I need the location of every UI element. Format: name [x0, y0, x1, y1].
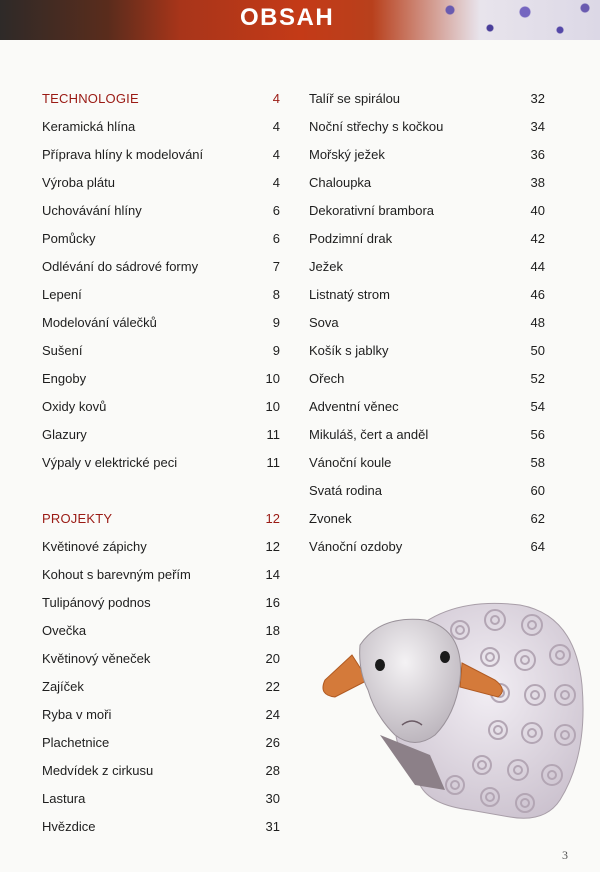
toc-entry-page: 20	[265, 650, 280, 666]
toc-entry[interactable]	[42, 168, 280, 196]
toc-entry-page: 4	[272, 146, 280, 162]
toc-entry-label: Uchovávání hlíny	[42, 202, 142, 218]
toc-entry-page: 16	[265, 594, 280, 610]
toc-entry[interactable]	[309, 336, 545, 364]
toc-entry-label: Svatá rodina	[309, 482, 382, 498]
toc-entry-page: 64	[530, 538, 545, 554]
toc-entry-label: Glazury	[42, 426, 87, 442]
toc-entry-page: 11	[266, 454, 280, 470]
toc-entry-label: Engoby	[42, 370, 87, 386]
toc-entry[interactable]	[309, 196, 545, 224]
toc-entry-page: 26	[265, 734, 280, 750]
toc-entry[interactable]	[309, 308, 545, 336]
toc-entry[interactable]	[42, 588, 280, 616]
toc-entry-page: 11	[266, 426, 280, 442]
ceramic-sheep-photo	[320, 585, 590, 830]
toc-entry[interactable]	[309, 168, 545, 196]
toc-section-page: 12	[265, 510, 280, 526]
toc-entry-label: Hvězdice	[42, 818, 96, 834]
toc-entry-label: Medvídek z cirkusu	[42, 762, 154, 778]
page-title: OBSAH	[240, 4, 335, 31]
toc-entry[interactable]	[42, 336, 280, 364]
header-banner	[0, 0, 600, 40]
toc-entry-label: Zajíček	[42, 678, 84, 694]
toc-right-column	[309, 84, 545, 560]
toc-entry-page: 34	[530, 118, 545, 134]
toc-entry-label: Mikuláš, čert a anděl	[309, 426, 429, 442]
toc-entry[interactable]	[42, 560, 280, 588]
toc-entry[interactable]	[42, 756, 280, 784]
toc-entry-label: Noční střechy s kočkou	[309, 118, 444, 134]
toc-entry-page: 30	[265, 790, 280, 806]
toc-entry[interactable]	[309, 112, 545, 140]
toc-entry-page: 9	[272, 314, 280, 330]
toc-entry[interactable]	[42, 616, 280, 644]
toc-entry-page: 4	[272, 174, 280, 190]
toc-entry-page: 31	[265, 818, 280, 834]
toc-entry-label: Výroba plátu	[42, 174, 115, 190]
toc-entry-label: Sušení	[42, 342, 83, 358]
toc-entry-label: Chaloupka	[309, 174, 372, 190]
toc-entry[interactable]	[42, 784, 280, 812]
toc-entry[interactable]	[42, 448, 280, 476]
toc-entry[interactable]	[42, 252, 280, 280]
toc-section-label: TECHNOLOGIE	[42, 90, 139, 106]
toc-entry[interactable]	[42, 112, 280, 140]
toc-entry-label: Podzimní drak	[309, 230, 393, 246]
toc-entry-page: 7	[272, 258, 280, 274]
toc-entry-page: 48	[530, 314, 545, 330]
toc-entry-page: 10	[265, 398, 280, 414]
toc-entry-label: Sova	[309, 314, 339, 330]
toc-entry[interactable]	[309, 532, 545, 560]
toc-entry-label: Adventní věnec	[309, 398, 399, 414]
toc-entry[interactable]	[309, 448, 545, 476]
toc-entry-page: 6	[272, 202, 280, 218]
toc-entry-page: 56	[530, 426, 545, 442]
toc-entry[interactable]	[42, 672, 280, 700]
toc-entry-page: 36	[530, 146, 545, 162]
toc-entry[interactable]	[42, 280, 280, 308]
toc-entry-label: Oxidy kovů	[42, 398, 107, 414]
toc-entry[interactable]	[42, 364, 280, 392]
toc-entry-page: 10	[265, 370, 280, 386]
toc-entry[interactable]	[42, 532, 280, 560]
toc-entry-label: Plachetnice	[42, 734, 110, 750]
toc-entry-label: Keramická hlína	[42, 118, 136, 134]
toc-entry-page: 14	[265, 566, 280, 582]
toc-entry-page: 32	[530, 90, 545, 106]
toc-entry-label: Květinové zápichy	[42, 538, 147, 554]
toc-entry-label: Odlévání do sádrové formy	[42, 258, 199, 274]
toc-entry-label: Ovečka	[42, 622, 87, 638]
toc-entry-page: 60	[530, 482, 545, 498]
toc-entry[interactable]	[309, 476, 545, 504]
toc-entry-label: Pomůcky	[42, 230, 96, 246]
toc-entry[interactable]	[42, 700, 280, 728]
toc-entry-label: Vánoční koule	[309, 454, 392, 470]
toc-entry-label: Talíř se spirálou	[309, 90, 401, 106]
toc-entry-page: 58	[530, 454, 545, 470]
toc-entry[interactable]	[309, 140, 545, 168]
toc-entry[interactable]	[42, 420, 280, 448]
toc-entry-label: Výpaly v elektrické peci	[42, 454, 178, 470]
toc-section-projekty[interactable]	[42, 504, 280, 532]
toc-entry-page: 9	[272, 342, 280, 358]
toc-entry[interactable]	[309, 364, 545, 392]
toc-entry-label: Dekorativní brambora	[309, 202, 434, 218]
toc-entry-label: Příprava hlíny k modelování	[42, 146, 204, 162]
toc-entry[interactable]	[309, 252, 545, 280]
toc-entry-page: 12	[265, 538, 280, 554]
toc-entry-label: Mořský ježek	[309, 146, 385, 162]
toc-entry-page: 50	[530, 342, 545, 358]
toc-entry-page: 54	[530, 398, 545, 414]
toc-entry-label: Květinový věneček	[42, 650, 151, 666]
toc-entry-label: Ježek	[309, 258, 343, 274]
toc-entry-page: 8	[272, 286, 280, 302]
toc-entry-page: 52	[530, 370, 545, 386]
toc-entry[interactable]	[42, 392, 280, 420]
toc-entry[interactable]	[309, 420, 545, 448]
toc-entry-label: Lepení	[42, 286, 82, 302]
toc-section-page: 4	[272, 90, 280, 106]
toc-entry-page: 42	[530, 230, 545, 246]
toc-entry[interactable]	[309, 504, 545, 532]
toc-entry[interactable]	[309, 280, 545, 308]
toc-section-label: PROJEKTY	[42, 510, 113, 526]
toc-entry[interactable]	[42, 812, 280, 840]
toc-entry-label: Lastura	[42, 790, 86, 806]
toc-entry-page: 44	[530, 258, 545, 274]
section-gap	[42, 476, 280, 504]
toc-entry[interactable]	[309, 84, 545, 112]
toc-entry-label: Ryba v moři	[42, 706, 112, 722]
toc-entry-label: Košík s jablky	[309, 342, 389, 358]
toc-entry[interactable]	[309, 224, 545, 252]
toc-entry[interactable]	[309, 392, 545, 420]
toc-entry-page: 28	[265, 762, 280, 778]
toc-entry-label: Ořech	[309, 370, 345, 386]
toc-entry-page: 6	[272, 230, 280, 246]
toc-entry-page: 18	[265, 622, 280, 638]
toc-entry-label: Kohout s barevným peřím	[42, 566, 191, 582]
toc-entry-page: 62	[530, 510, 545, 526]
toc-entry[interactable]	[42, 728, 280, 756]
toc-entry-label: Zvonek	[309, 510, 352, 526]
toc-entry-page: 4	[272, 118, 280, 134]
toc-entry-page: 22	[265, 678, 280, 694]
header-decoration	[430, 0, 600, 40]
toc-entry[interactable]	[42, 308, 280, 336]
toc-entry-page: 46	[530, 286, 545, 302]
toc-entry-label: Modelování válečků	[42, 314, 157, 330]
toc-left-column	[42, 84, 280, 840]
toc-entry[interactable]	[42, 644, 280, 672]
toc-entry-page: 24	[265, 706, 280, 722]
toc-entry-label: Tulipánový podnos	[42, 594, 151, 610]
page-number: 3	[562, 848, 568, 862]
toc-entry-label: Listnatý strom	[309, 286, 390, 302]
toc-section-technologie[interactable]	[42, 84, 280, 112]
toc-entry[interactable]	[42, 196, 280, 224]
toc-entry-label: Vánoční ozdoby	[309, 538, 403, 554]
toc-entry[interactable]	[42, 224, 280, 252]
toc-entry[interactable]	[42, 140, 280, 168]
toc-entry-page: 38	[530, 174, 545, 190]
toc-entry-page: 40	[530, 202, 545, 218]
